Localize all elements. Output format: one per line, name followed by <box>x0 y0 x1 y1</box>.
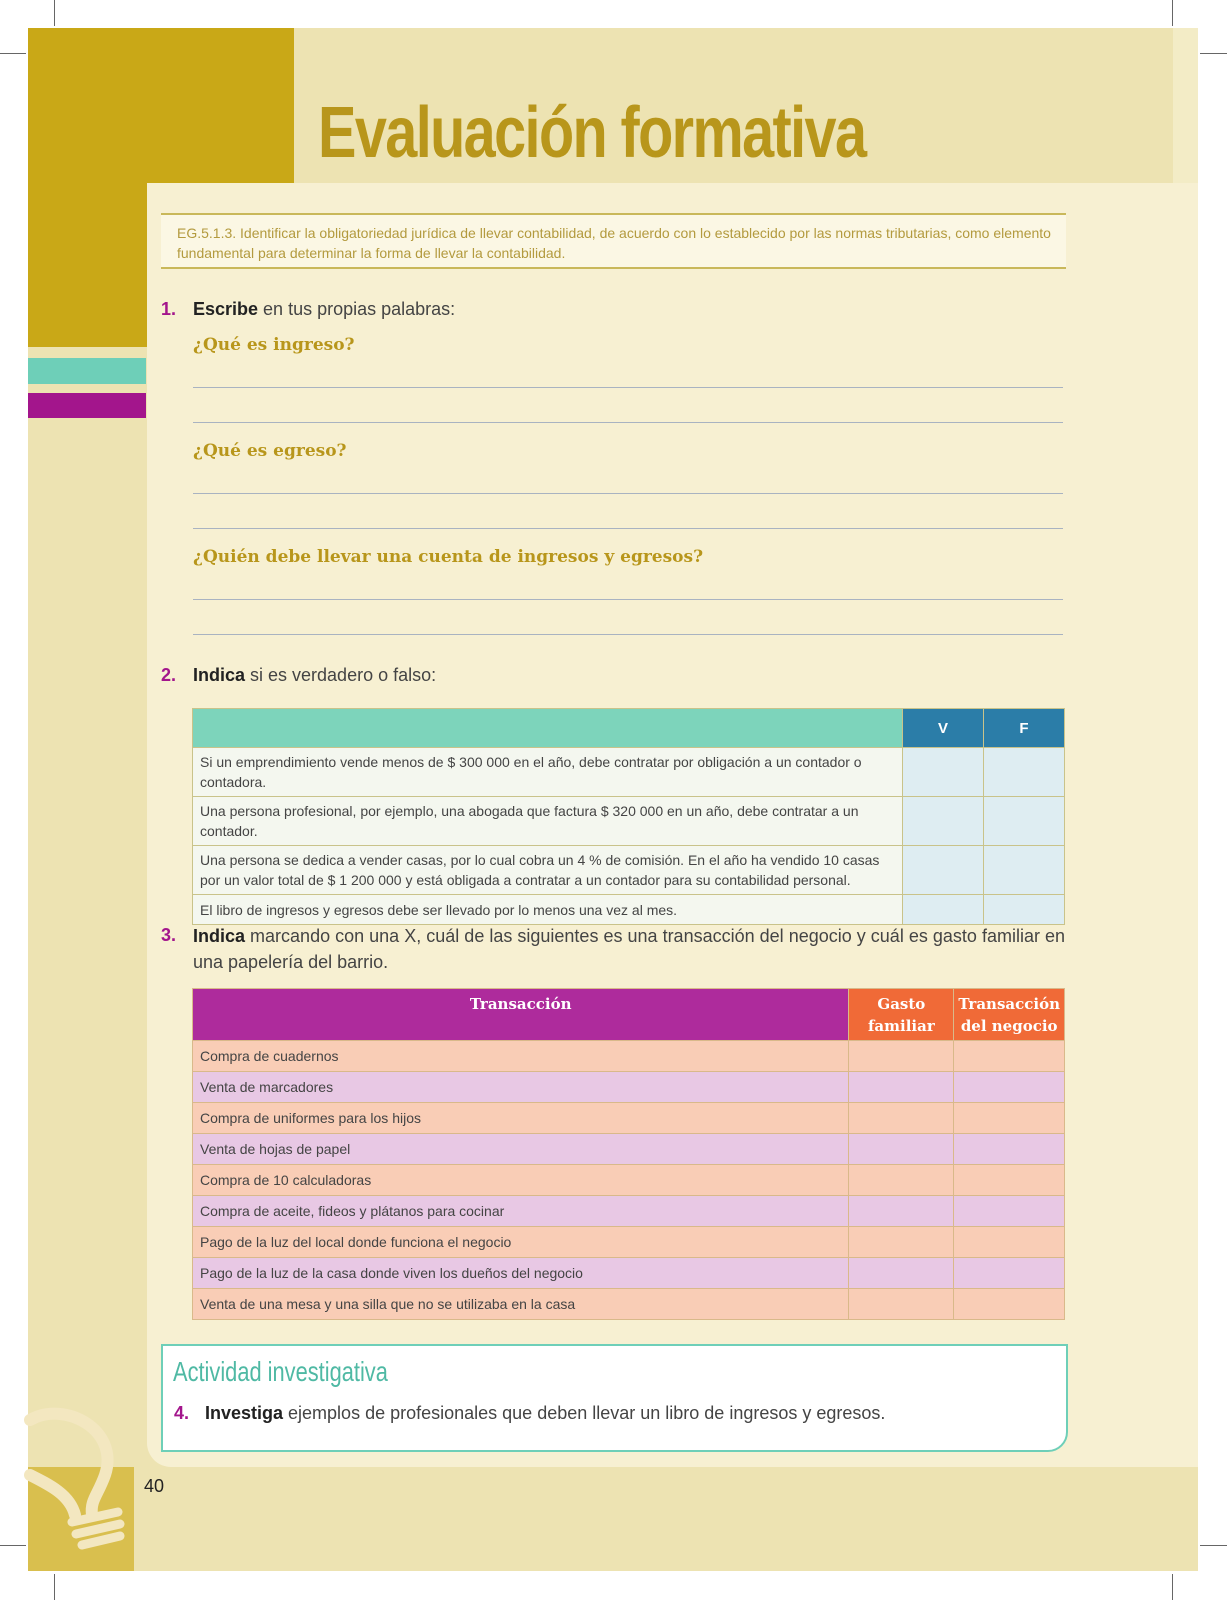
gasto-answer-cell[interactable] <box>849 1134 954 1165</box>
question-1-text <box>193 299 455 320</box>
gasto-answer-cell[interactable] <box>849 1103 954 1134</box>
statement-cell: El libro de ingresos y egresos debe ser llevado por lo menos una vez al mes. <box>193 895 903 925</box>
page-number: 40 <box>144 1476 165 1496</box>
f-answer-cell[interactable] <box>984 895 1065 925</box>
question-rest: si es verdadero o falso: <box>245 665 437 685</box>
v-answer-cell[interactable] <box>903 797 984 846</box>
negocio-answer-cell[interactable] <box>954 1165 1065 1196</box>
table-header-blank <box>193 709 903 748</box>
table-row <box>193 1165 1065 1196</box>
question-verb: Indica <box>193 665 246 685</box>
gasto-answer-cell[interactable] <box>849 1227 954 1258</box>
transaction-cell: Pago de la luz del local donde funciona el negocio <box>193 1227 849 1258</box>
crop-mark <box>54 1574 55 1600</box>
gasto-answer-cell[interactable] <box>849 1165 954 1196</box>
negocio-answer-cell[interactable] <box>954 1103 1065 1134</box>
negocio-answer-cell[interactable] <box>954 1258 1065 1289</box>
transaction-cell: Compra de uniformes para los hijos <box>193 1103 849 1134</box>
magenta-decoration <box>28 393 146 418</box>
objective-text: EG.5.1.3. Identificar la obligatoriedad jurídica de llevar contabilidad, de acuerdo con lo establecido por las normas tributarias, como elemento fundamental para determinar la forma de llevar la contabilidad. <box>177 225 1051 261</box>
activity-verb: Investiga <box>205 1403 284 1423</box>
table-row <box>193 1103 1065 1134</box>
table-row <box>193 1041 1065 1072</box>
transaction-cell: Venta de hojas de papel <box>193 1134 849 1165</box>
question-2-text <box>193 665 436 686</box>
header-line: Gasto <box>877 994 926 1013</box>
answer-line[interactable] <box>193 387 1063 388</box>
answer-line[interactable] <box>193 528 1063 529</box>
f-answer-cell[interactable] <box>984 748 1065 797</box>
transaction-cell: Pago de la luz de la casa donde viven los dueños del negocio <box>193 1258 849 1289</box>
f-answer-cell[interactable] <box>984 797 1065 846</box>
crop-mark <box>1200 1545 1227 1546</box>
crop-mark <box>1172 0 1173 26</box>
crop-mark <box>0 53 26 54</box>
subquestion-egreso: ¿Qué es egreso? <box>193 441 347 461</box>
header-transaccion-negocio <box>954 989 1065 1041</box>
table-row <box>193 1196 1065 1227</box>
negocio-answer-cell[interactable] <box>954 1041 1065 1072</box>
table-row <box>193 1134 1065 1165</box>
subquestion-ingreso: ¿Qué es ingreso? <box>193 335 355 355</box>
question-number: 1. <box>161 299 177 319</box>
activity-text <box>205 1403 885 1424</box>
transaction-table <box>192 988 1065 1320</box>
table-row <box>193 1227 1065 1258</box>
table-row <box>193 1258 1065 1289</box>
transaction-cell: Compra de aceite, fideos y plátanos para cocinar <box>193 1196 849 1227</box>
header-line: Transacción <box>958 994 1060 1013</box>
answer-line[interactable] <box>193 422 1063 423</box>
transaction-cell: Compra de 10 calculadoras <box>193 1165 849 1196</box>
activity-rest: ejemplos de profesionales que deben llevar un libro de ingresos y egresos. <box>283 1403 886 1423</box>
header-f: F <box>984 709 1065 748</box>
negocio-answer-cell[interactable] <box>954 1072 1065 1103</box>
table-row <box>193 895 1065 925</box>
true-false-table <box>192 708 1065 925</box>
header-line: familiar <box>867 1016 935 1035</box>
crop-mark <box>54 0 55 26</box>
statement-cell: Si un emprendimiento vende menos de $ 300 000 en el año, debe contratar por obligación a un contador o contadora. <box>193 748 903 797</box>
page-title: Evaluación formativa <box>318 93 866 173</box>
question-verb: Escribe <box>193 299 259 319</box>
v-answer-cell[interactable] <box>903 846 984 895</box>
transaction-cell: Venta de una mesa y una silla que no se utilizaba en la casa <box>193 1289 849 1320</box>
question-rest: en tus propias palabras: <box>258 299 456 319</box>
teal-decoration <box>28 358 146 384</box>
negocio-answer-cell[interactable] <box>954 1134 1065 1165</box>
gasto-answer-cell[interactable] <box>849 1041 954 1072</box>
table-row <box>193 846 1065 895</box>
gasto-answer-cell[interactable] <box>849 1258 954 1289</box>
negocio-answer-cell[interactable] <box>954 1196 1065 1227</box>
question-number: 4. <box>174 1403 190 1423</box>
footer-band <box>28 1467 1198 1571</box>
statement-cell: Una persona profesional, por ejemplo, una abogada que factura $ 320 000 en un año, debe contratar a un contador. <box>193 797 903 846</box>
header-transaccion: Transacción <box>193 989 849 1041</box>
lightbulb-icon <box>20 1400 140 1550</box>
negocio-answer-cell[interactable] <box>954 1227 1065 1258</box>
header-line: del negocio <box>960 1016 1058 1035</box>
table-row <box>193 1072 1065 1103</box>
activity-title: Actividad investigativa <box>173 1356 388 1387</box>
table-row <box>193 748 1065 797</box>
question-number: 3. <box>161 925 177 945</box>
question-verb: Indica <box>193 926 246 946</box>
question-rest: marcando con una X, cuál de las siguientes es una transacción del negocio y cuál es gasto familiar en una papelería del barrio. <box>193 926 1065 972</box>
question-3-text <box>193 923 1065 975</box>
gasto-answer-cell[interactable] <box>849 1196 954 1227</box>
transaction-cell: Venta de marcadores <box>193 1072 849 1103</box>
crop-mark <box>1200 53 1227 54</box>
gasto-answer-cell[interactable] <box>849 1072 954 1103</box>
crop-mark <box>1172 1574 1173 1600</box>
v-answer-cell[interactable] <box>903 895 984 925</box>
header-v: V <box>903 709 984 748</box>
answer-line[interactable] <box>193 599 1063 600</box>
header-gasto-familiar <box>849 989 954 1041</box>
table-row <box>193 1289 1065 1320</box>
answer-line[interactable] <box>193 493 1063 494</box>
v-answer-cell[interactable] <box>903 748 984 797</box>
transaction-cell: Compra de cuadernos <box>193 1041 849 1072</box>
f-answer-cell[interactable] <box>984 846 1065 895</box>
subquestion-quien: ¿Quién debe llevar una cuenta de ingresos y egresos? <box>193 547 704 567</box>
question-number: 2. <box>161 665 177 685</box>
gasto-answer-cell[interactable] <box>849 1289 954 1320</box>
statement-cell: Una persona se dedica a vender casas, por lo cual cobra un 4 % de comisión. En el año ha vendido 10 casas por un valor total de $ 1 200 000 y está obligada a contratar a un contador para su contabilidad personal. <box>193 846 903 895</box>
negocio-answer-cell[interactable] <box>954 1289 1065 1320</box>
answer-line[interactable] <box>193 634 1063 635</box>
table-row <box>193 797 1065 846</box>
